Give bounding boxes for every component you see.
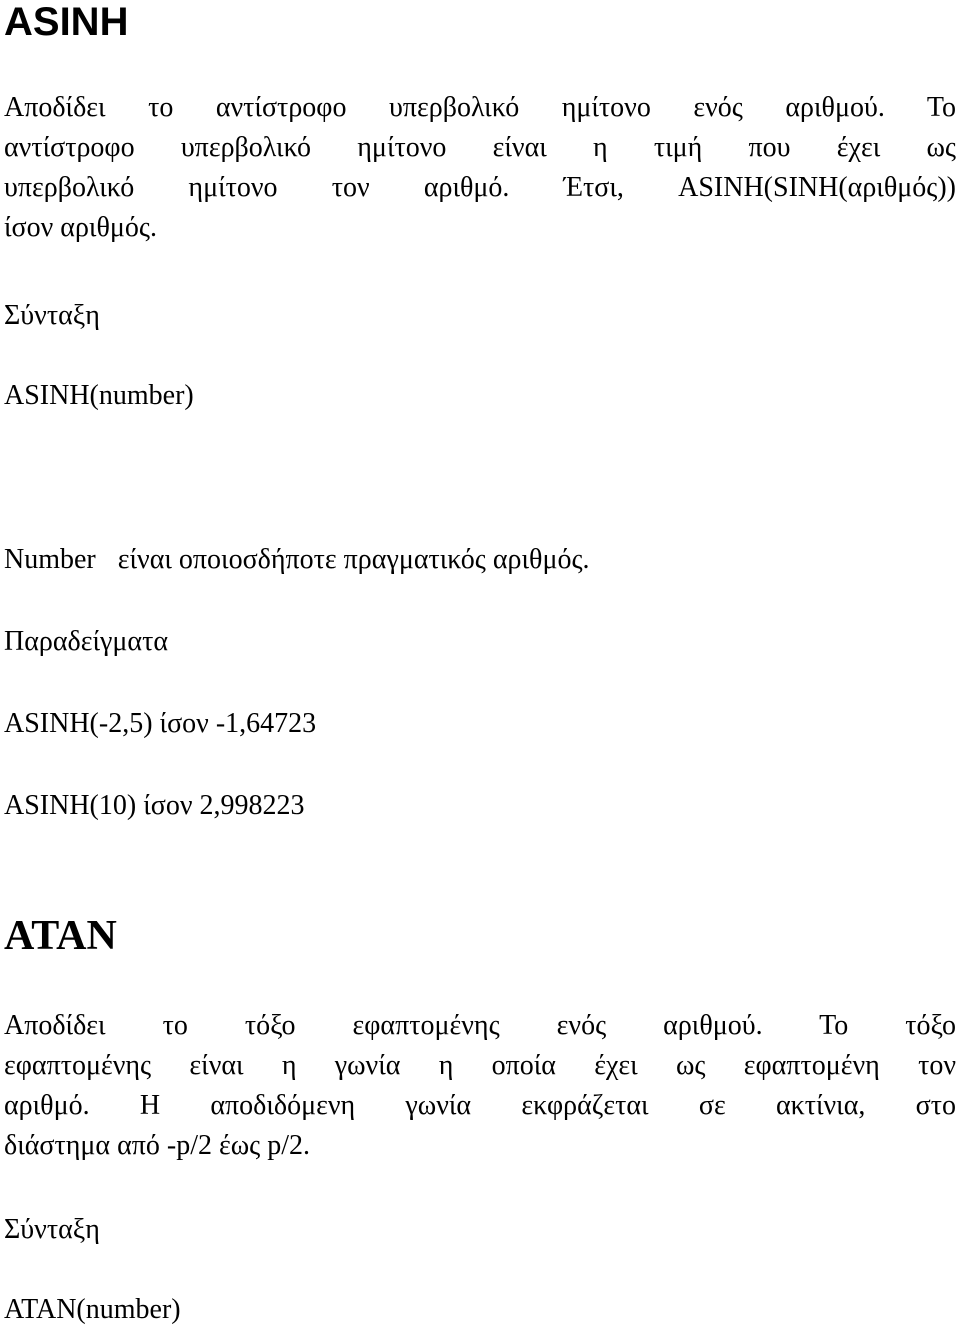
atan-description-line-2: εφαπτομένης είναι η γωνία η οποία έχει ως εφαπτομένη τον (4, 1050, 956, 1081)
atan-description-line-4: διάστημα από -p/2 έως p/2. (4, 1130, 311, 1161)
asinh-description-line-4: ίσον αριθμός. (4, 212, 157, 243)
asinh-examples-heading: Παραδείγματα (4, 626, 168, 657)
asinh-title: ASINH (4, 0, 129, 44)
atan-title: ATAN (4, 913, 117, 959)
asinh-argument-name: Number (4, 544, 96, 575)
asinh-example-1: ASINH(-2,5) ίσον -1,64723 (4, 708, 317, 739)
asinh-example-2: ASINH(10) ίσον 2,998223 (4, 790, 305, 821)
asinh-description-line-3: υπερβολικό ημίτονο τον αριθμό. Έτσι, ASINH(SINH(αριθμός)) (4, 172, 956, 203)
atan-syntax: ATAN(number) (4, 1294, 181, 1325)
asinh-description (4, 88, 956, 248)
atan-description-line-3: αριθμό. Η αποδιδόμενη γωνία εκφράζεται σε ακτίνια, στο (4, 1090, 956, 1121)
asinh-description-line-2: αντίστροφο υπερβολικό ημίτονο είναι η τιμή που έχει ως (4, 132, 956, 163)
asinh-argument-description: είναι οποιοσδήποτε πραγματικός αριθμός. (117, 544, 590, 575)
asinh-argument (4, 540, 590, 580)
atan-description (4, 1006, 956, 1166)
asinh-syntax-heading: Σύνταξη (4, 300, 100, 331)
asinh-syntax: ASINH(number) (4, 380, 194, 411)
atan-description-line-1: Αποδίδει το τόξο εφαπτομένης ενός αριθμού. Το τόξο (4, 1010, 956, 1041)
asinh-description-line-1: Αποδίδει το αντίστροφο υπερβολικό ημίτονο ενός αριθμού. Το (4, 92, 956, 123)
atan-syntax-heading: Σύνταξη (4, 1214, 100, 1245)
